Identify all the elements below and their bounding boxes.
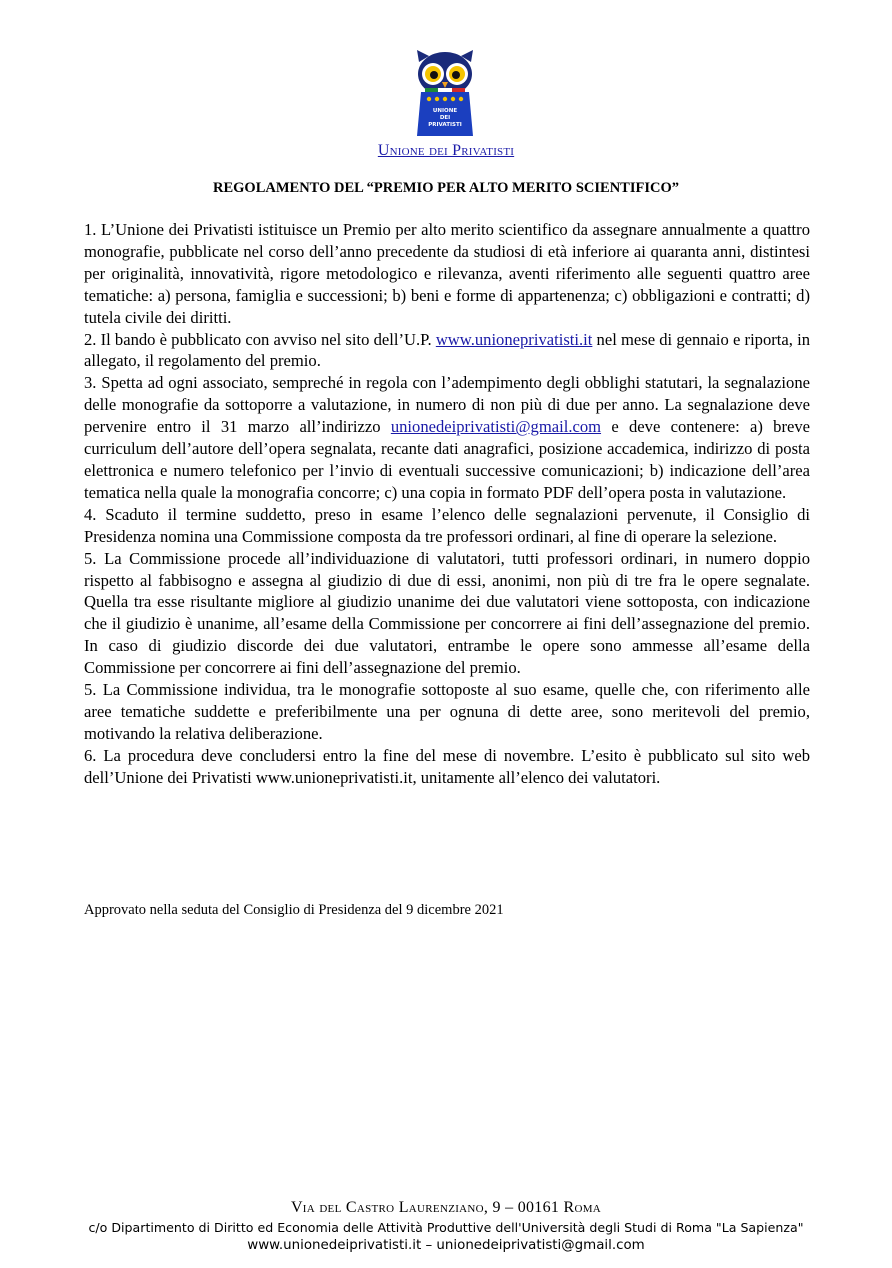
document-title: REGOLAMENTO DEL “PREMIO PER ALTO MERITO SCIENTIFICO”	[213, 180, 679, 196]
article-3-text-end: e deve contenere: a) breve curriculum dell’autore dell’opera segnalata, recante dati anagrafici, posizione accademica, indirizzo di posta elettronica e numero telefonico per l’invio di eventuali successive comunicazioni; b) indicazione dell’area tematica nella quale la monografia concorre; c) una copia in formato PDF dell’opera posta in valutazione.	[84, 417, 810, 502]
approval-note: Approvato nella seduta del Consiglio di Presidenza del 9 dicembre 2021	[84, 902, 504, 918]
owl-logo-icon	[413, 50, 477, 136]
article-1: 1. L’Unione dei Privatisti istituisce un Premio per alto merito scientifico da assegnare annualmente a quattro monografie, pubblicate nel corso dell’anno precedente da studiosi di età inferiore ai quaranta anni, distintesi per originalità, innovatività, rigore metodologico e rilevanza, aventi riferimento alle seguenti quattro aree tematiche: a) persona, famiglia e successioni; b) beni e forme di appartenenza; c) obbligazioni e contratti; d) tutela civile dei diritti.	[84, 220, 810, 327]
article-5-second: 5. La Commissione individua, tra le monografie sottoposte al suo esame, quelle che, con riferimento alle aree tematiche suddette e preferibilmente una per ognuna di dette aree, sono meritevoli del premio, motivando la relativa deliberazione.	[84, 680, 810, 743]
article-2-text-end: nel mese di gennaio e riporta, in allegato, il regolamento del premio.	[84, 329, 810, 371]
article-2-text-start: 2. Il bando è pubblicato con avviso nel sito dell’U.P.	[84, 329, 436, 349]
svg-text:PRIVATISTI: PRIVATISTI	[428, 122, 462, 128]
footer-department: c/o Dipartimento di Diritto ed Economia delle Attività Produttive dell'Università degli Studi di Roma "La Sapienza"	[88, 1220, 804, 1235]
article-2	[84, 329, 810, 373]
footer-address: Via del Castro Laurenziano, 9 – 00161 Roma	[290, 1199, 602, 1216]
regulation-body	[84, 219, 810, 789]
article-3	[84, 372, 810, 503]
website-link[interactable]: www.unioneprivatisti.it	[435, 329, 593, 349]
footer-contacts: www.unionedeiprivatisti.it – unionedeiprivatisti@gmail.com	[247, 1238, 645, 1253]
article-4: 4. Scaduto il termine suddetto, preso in esame l’elenco delle segnalazioni pervenute, il Consiglio di Presidenza nomina una Commissione composta da tre professori ordinari, al fine di operare la selezione.	[84, 504, 810, 546]
article-5: 5. La Commissione procede all’individuazione di valutatori, tutti professori ordinari, in numero doppio rispetto al fabbisogno e assegna al giudizio di due di essi, anonimi, non più di tre fra le opere segnalate. Quella tra esse risultante migliore al giudizio unanime dei due valutatori viene sottoposta, con indicazione che il giudizio è unanime, all’esame della Commissione per concorrere ai fini dell’assegnazione del premio. In caso di giudizio discorde dei due valutatori, entrambe le opere sono ammesse all’esame della Commissione per concorrere ai fini dell’assegnazione del premio.	[84, 548, 810, 678]
svg-text:DEI: DEI	[439, 115, 451, 121]
article-3-text-start: 3. Spetta ad ogni associato, sempreché in regola con l’adempimento degli obblighi statutari, la segnalazione delle monografie da sottoporre a valutazione, in numero di non più di due per anno. La segnalazione deve pervenire entro il 31 marzo all’indirizzo	[84, 373, 810, 437]
svg-text:UNIONE: UNIONE	[432, 108, 458, 114]
article-6: 6. La procedura deve concludersi entro la fine del mese di novembre. L’esito è pubblicato sul sito web dell’Unione dei Privatisti www.unioneprivatisti.it, unitamente all’elenco dei valutatori.	[84, 745, 810, 787]
organization-name[interactable]: Unione dei Privatisti	[377, 142, 515, 159]
email-link[interactable]: unionedeiprivatisti@gmail.com	[390, 417, 602, 437]
